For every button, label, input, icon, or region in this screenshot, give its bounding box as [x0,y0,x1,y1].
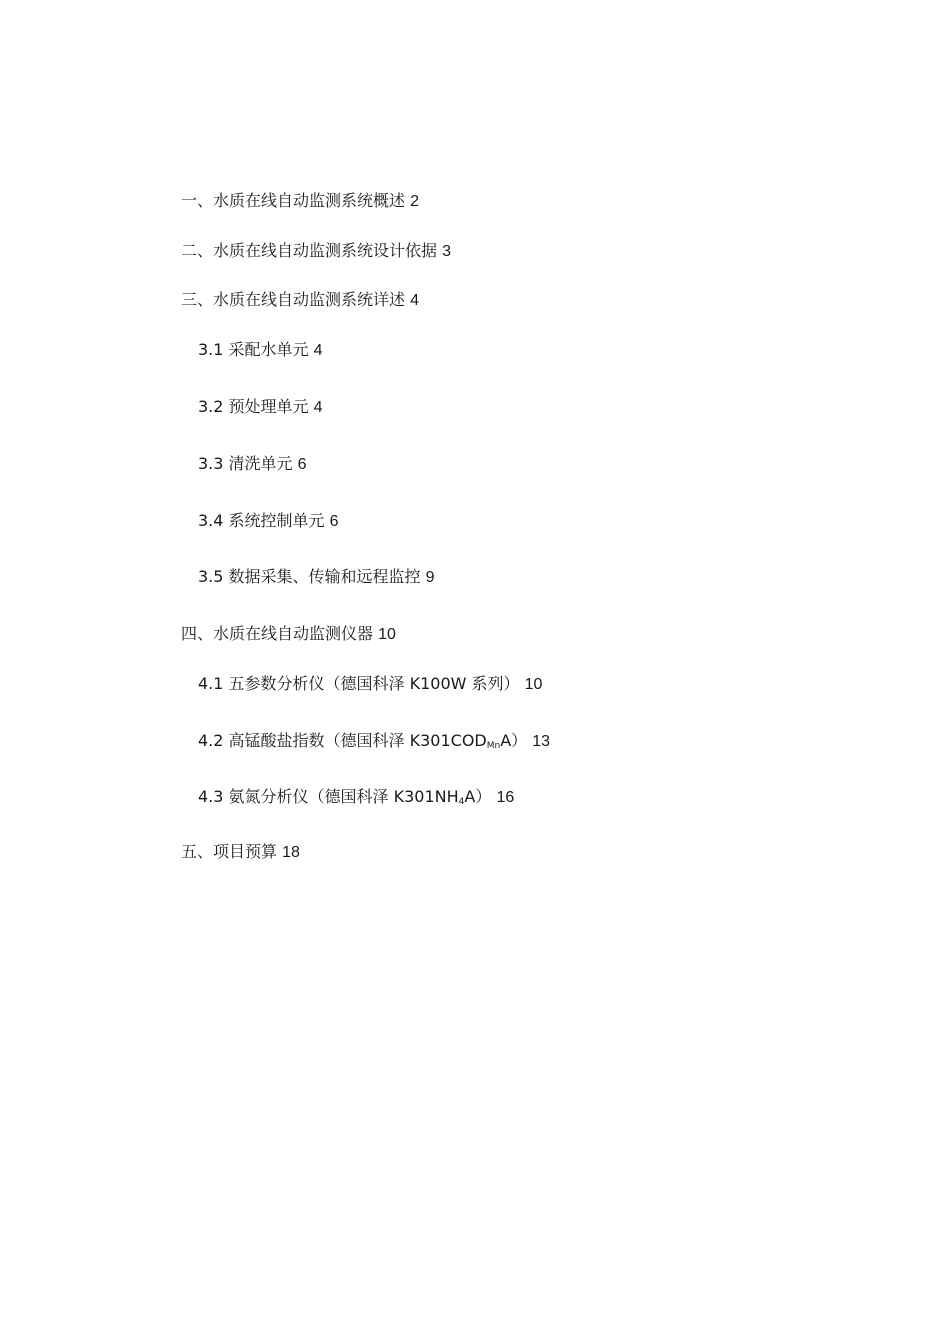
toc-item-label-end: A） [500,731,528,750]
toc-item-page: 9 [425,569,435,586]
toc-item-page: 16 [496,789,515,806]
toc-item-label: 3.3 清洗单元 [198,454,293,473]
toc-item-label: 三、水质在线自动监测系统详述 [181,290,406,309]
toc-item-4-3[interactable] [198,787,514,808]
toc-item-label: 4.1 五参数分析仪（德国科泽 K100W 系列） [198,674,520,693]
toc-item-label: 3.2 预处理单元 [198,397,309,416]
toc-item-4[interactable] [181,624,396,645]
toc-item-4-1[interactable] [198,674,542,695]
toc-item-page: 10 [378,626,396,643]
toc-item-page: 4 [313,399,323,416]
toc-item-page: 18 [282,844,300,861]
toc-item-2[interactable] [181,241,451,262]
toc-item-label-subscript: Mn [486,741,501,751]
toc-item-page: 3 [442,243,452,260]
toc-item-5[interactable] [181,842,300,863]
toc-item-4-2[interactable] [198,731,550,752]
toc-item-label: 3.4 系统控制单元 [198,511,325,530]
toc-item-label: 一、水质在线自动监测系统概述 [181,191,406,210]
toc-item-page: 10 [524,676,543,693]
toc-item-3-3[interactable] [198,454,307,475]
toc-item-label: 二、水质在线自动监测系统设计依据 [181,241,438,260]
toc-item-3-2[interactable] [198,397,323,418]
toc-item-3-4[interactable] [198,511,339,532]
toc-item-page: 2 [410,193,420,210]
toc-item-label-end: A） [464,787,492,806]
toc-item-label-main: 4.3 氨氮分析仪（德国科泽 K301NH [198,787,459,806]
toc-item-3-1[interactable] [198,340,323,361]
toc-item-label [198,787,491,806]
toc-item-label-subscript: 4 [458,797,465,807]
toc-item-page: 6 [297,456,307,473]
toc-item-page: 13 [532,733,551,750]
toc-item-label-main: 4.2 高锰酸盐指数（德国科泽 K301COD [198,731,487,750]
toc-item-1[interactable] [181,191,419,212]
toc-item-3[interactable] [181,290,419,311]
toc-item-page: 4 [313,342,323,359]
toc-item-label: 四、水质在线自动监测仪器 [181,624,374,643]
toc-item-label: 3.5 数据采集、传输和远程监控 [198,567,421,586]
toc-item-label [198,731,527,750]
toc-item-page: 6 [329,513,339,530]
toc-item-label: 3.1 采配水单元 [198,340,309,359]
toc-item-page: 4 [410,292,420,309]
toc-item-3-5[interactable] [198,567,435,588]
toc-item-label: 五、项目预算 [181,842,278,861]
